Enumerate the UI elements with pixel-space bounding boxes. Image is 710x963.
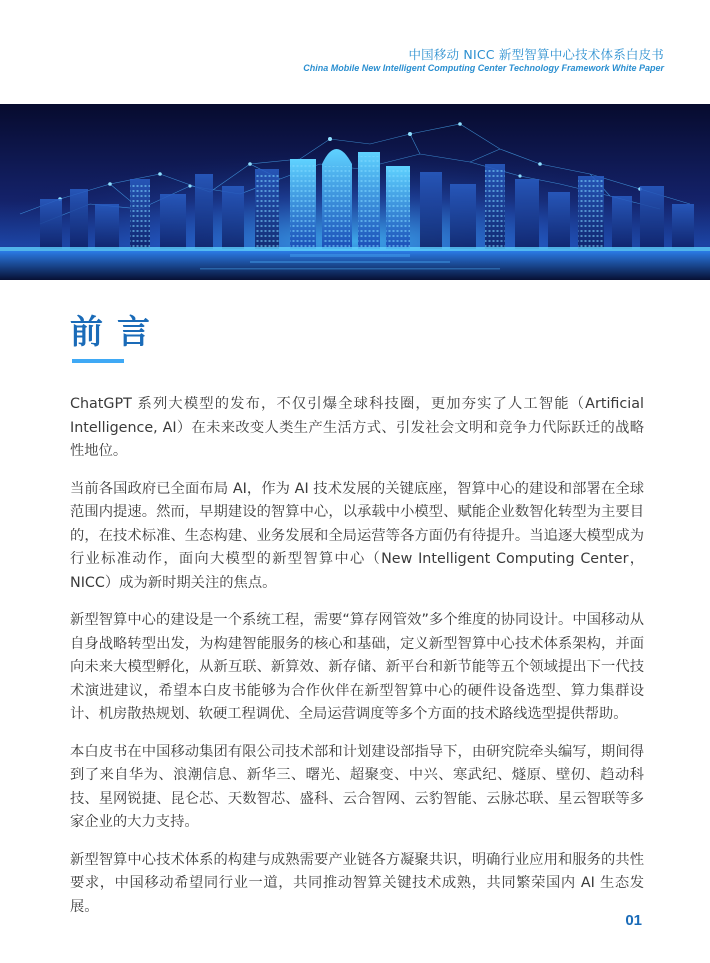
city-skyline-network-illustration (0, 104, 710, 280)
paragraph: 新型智算中心的建设是一个系统工程，需要“算存网管效”多个维度的协同设计。中国移动从自身战略转型出发，为构建智能服务的核心和基础，定义新型智算中心技术体系架构，并面向未来大模型孵化，从新互联、新算效、新存储、新平台和新节能等五个领域提出下一代技术演进建议，希望本白皮书能够为合作伙伴在新型智算中心的硬件设备选型、算力集群设计、机房散热规划、软硬工程调优、全局运营调度等多个方面的技术路线选型提供帮助。 (70, 612, 644, 722)
city-skyline-banner (0, 104, 710, 280)
header-title-cn: 中国移动 NICC 新型智算中心技术体系白皮书 (408, 47, 664, 62)
running-header (303, 48, 664, 75)
page-title-block (70, 312, 164, 352)
paragraph: 本白皮书在中国移动集团有限公司技术部和计划建设部指导下，由研究院牵头编写，期间得到了来自华为、浪潮信息、新华三、曙光、超聚变、中兴、寒武纪、燧原、壁仞、趋动科技、星网锐捷、昆仑芯、天数智芯、盛科、云合智网、云豹智能、云脉芯联、星云智联等多家企业的大力支持。 (70, 743, 644, 830)
title-underline (72, 359, 124, 363)
page-title: 前言 (70, 312, 164, 351)
paragraph: ChatGPT 系列大模型的发布，不仅引爆全球科技圈，更加夯实了人工智能（Artificial Intelligence, AI）在未来改变人类生产生活方式、引发社会文明和竞争力代际跃迁的战略性地位。 (70, 396, 644, 459)
paragraph: 新型智算中心技术体系的构建与成熟需要产业链各方凝聚共识，明确行业应用和服务的共性要求，中国移动希望同行业一道，共同推动智算关键技术成熟，共同繁荣国内 AI 生态发展。 (70, 851, 644, 915)
page-number: 01 (625, 912, 642, 929)
paragraph: 当前各国政府已全面布局 AI，作为 AI 技术发展的关键底座，智算中心的建设和部署在全球范围内提速。然而，早期建设的智算中心，以承载中小模型、赋能企业数智化转型为主要目的，在技术标准、生态构建、业务发展和全局运营等各方面仍有待提升。当追逐大模型成为行业标准动作，面向大模型的新型智算中心（New Intelligent Computing Center，NICC）成为新时期关注的焦点。 (70, 480, 644, 591)
header-title-en: China Mobile New Intelligent Computing Center Technology Framework White Paper (303, 63, 664, 73)
body-text (70, 393, 644, 933)
